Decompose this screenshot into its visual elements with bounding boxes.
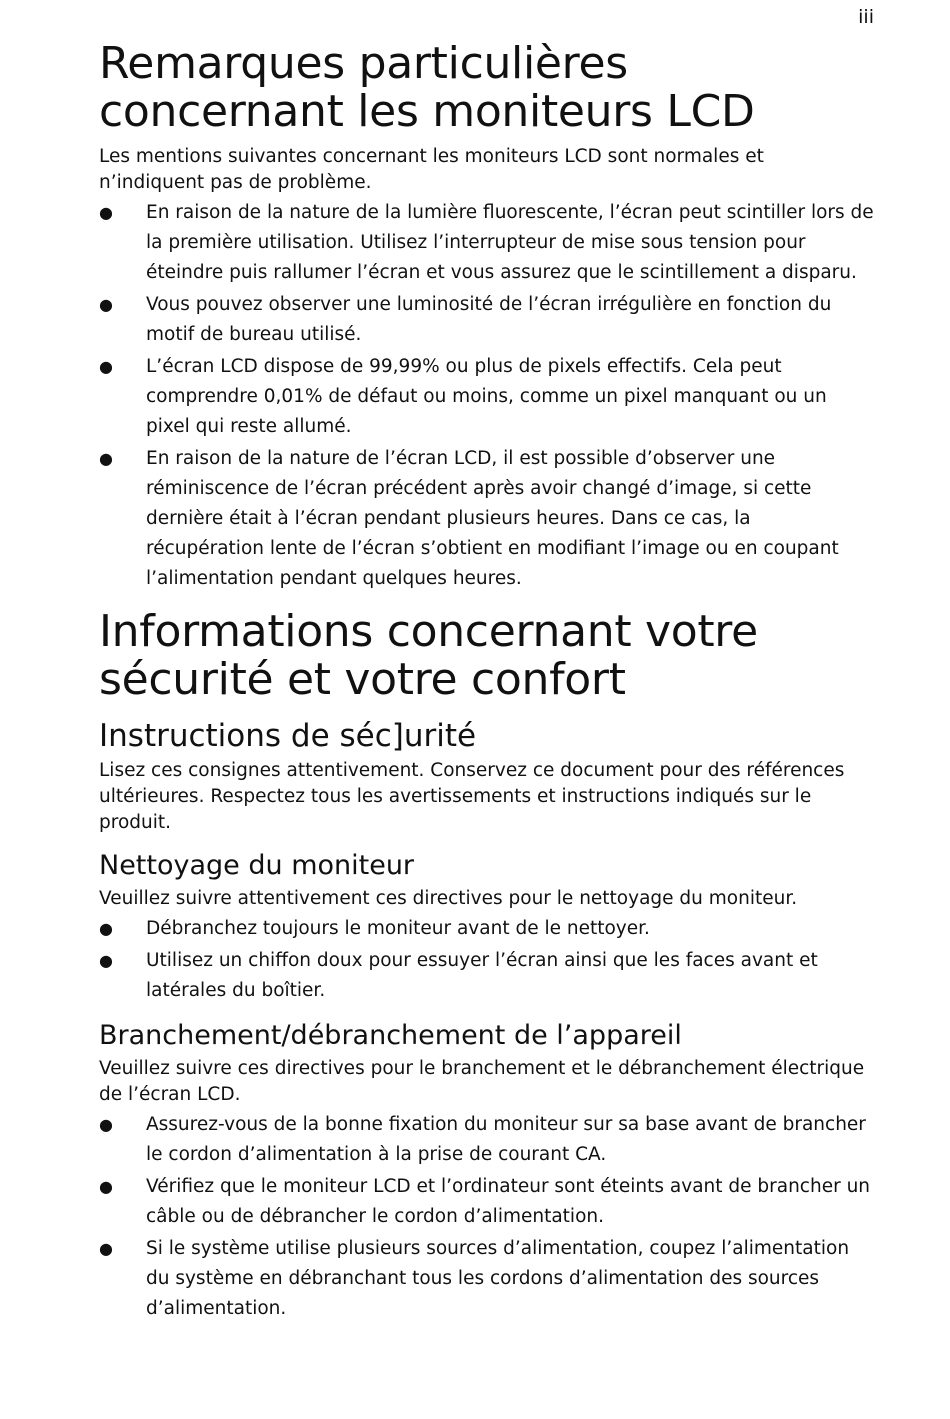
heading-safety-comfort-line1: Informations concernant votre [99, 606, 758, 657]
list-item: ● Si le système utilise plusieurs sources d’alimentation, coupez l’alimentation du système en débranchant tous les cordons d’alimentation des sources d’alimentation. [99, 1234, 874, 1324]
plugging-list [99, 1110, 874, 1324]
bullet-icon: ● [99, 919, 113, 938]
heading-plugging: Branchement/débranchement de l’appareil [99, 1020, 682, 1051]
bullet-icon: ● [99, 203, 113, 222]
heading-lcd-remarks-line1: Remarques particulières [99, 38, 628, 89]
page-number: iii [858, 6, 874, 28]
bullet-icon: ● [99, 1239, 113, 1258]
plugging-intro: Veuillez suivre ces directives pour le branchement et le débranchement électrique de l’écran LCD. [99, 1058, 865, 1105]
heading-safety-instructions: Instructions de séc]urité [99, 718, 477, 754]
document-body [99, 40, 874, 1326]
heading-safety-comfort [99, 608, 874, 704]
bullet-icon: ● [99, 357, 113, 376]
lcd-list [99, 198, 874, 594]
list-item: ● Utilisez un chiffon doux pour essuyer l’écran ainsi que les faces avant et latérales du boîtier. [99, 946, 874, 1006]
list-item: ● L’écran LCD dispose de 99,99% ou plus de pixels effectifs. Cela peut comprendre 0,01% de défaut ou moins, comme un pixel manquant ou un pixel qui reste allumé. [99, 352, 874, 442]
list-item: ● En raison de la nature de l’écran LCD, il est possible d’observer une réminiscence de l’écran précédent après avoir changé d’image, si cette dernière était à l’écran pendant plusieurs heures. Dans ce cas, la récupération lente de l’écran s’obtient en modifiant l’image ou en coupant l’alimentation pendant quelques heures. [99, 444, 874, 594]
heading-safety-comfort-line2: sécurité et votre confort [99, 654, 626, 705]
safety-intro: Lisez ces consignes attentivement. Conservez ce document pour des références ultérieures. Respectez tous les avertissements et instructions indiqués sur le produit. [99, 760, 845, 833]
list-item: ● Assurez-vous de la bonne fixation du moniteur sur sa base avant de brancher le cordon d’alimentation à la prise de courant CA. [99, 1110, 874, 1170]
bullet-icon: ● [99, 1115, 113, 1134]
heading-cleaning: Nettoyage du moniteur [99, 850, 415, 881]
bullet-icon: ● [99, 951, 113, 970]
lcd-intro: Les mentions suivantes concernant les moniteurs LCD sont normales et n’indiquent pas de problème. [99, 146, 764, 193]
cleaning-intro: Veuillez suivre attentivement ces directives pour le nettoyage du moniteur. [99, 888, 798, 909]
list-item: ● Débranchez toujours le moniteur avant de le nettoyer. [99, 914, 874, 944]
cleaning-list [99, 914, 874, 1006]
bullet-icon: ● [99, 1177, 113, 1196]
list-item: ● En raison de la nature de la lumière fluorescente, l’écran peut scintiller lors de la première utilisation. Utilisez l’interrupteur de mise sous tension pour éteindre puis rallumer l’écran et vous assurez que le scintillement a disparu. [99, 198, 874, 288]
heading-lcd-remarks-line2: concernant les moniteurs LCD [99, 86, 755, 137]
bullet-icon: ● [99, 449, 113, 468]
heading-lcd-remarks [99, 40, 874, 136]
list-item: ● Vérifiez que le moniteur LCD et l’ordinateur sont éteints avant de brancher un câble ou de débrancher le cordon d’alimentation. [99, 1172, 874, 1232]
bullet-icon: ● [99, 295, 113, 314]
list-item: ● Vous pouvez observer une luminosité de l’écran irrégulière en fonction du motif de bureau utilisé. [99, 290, 874, 350]
